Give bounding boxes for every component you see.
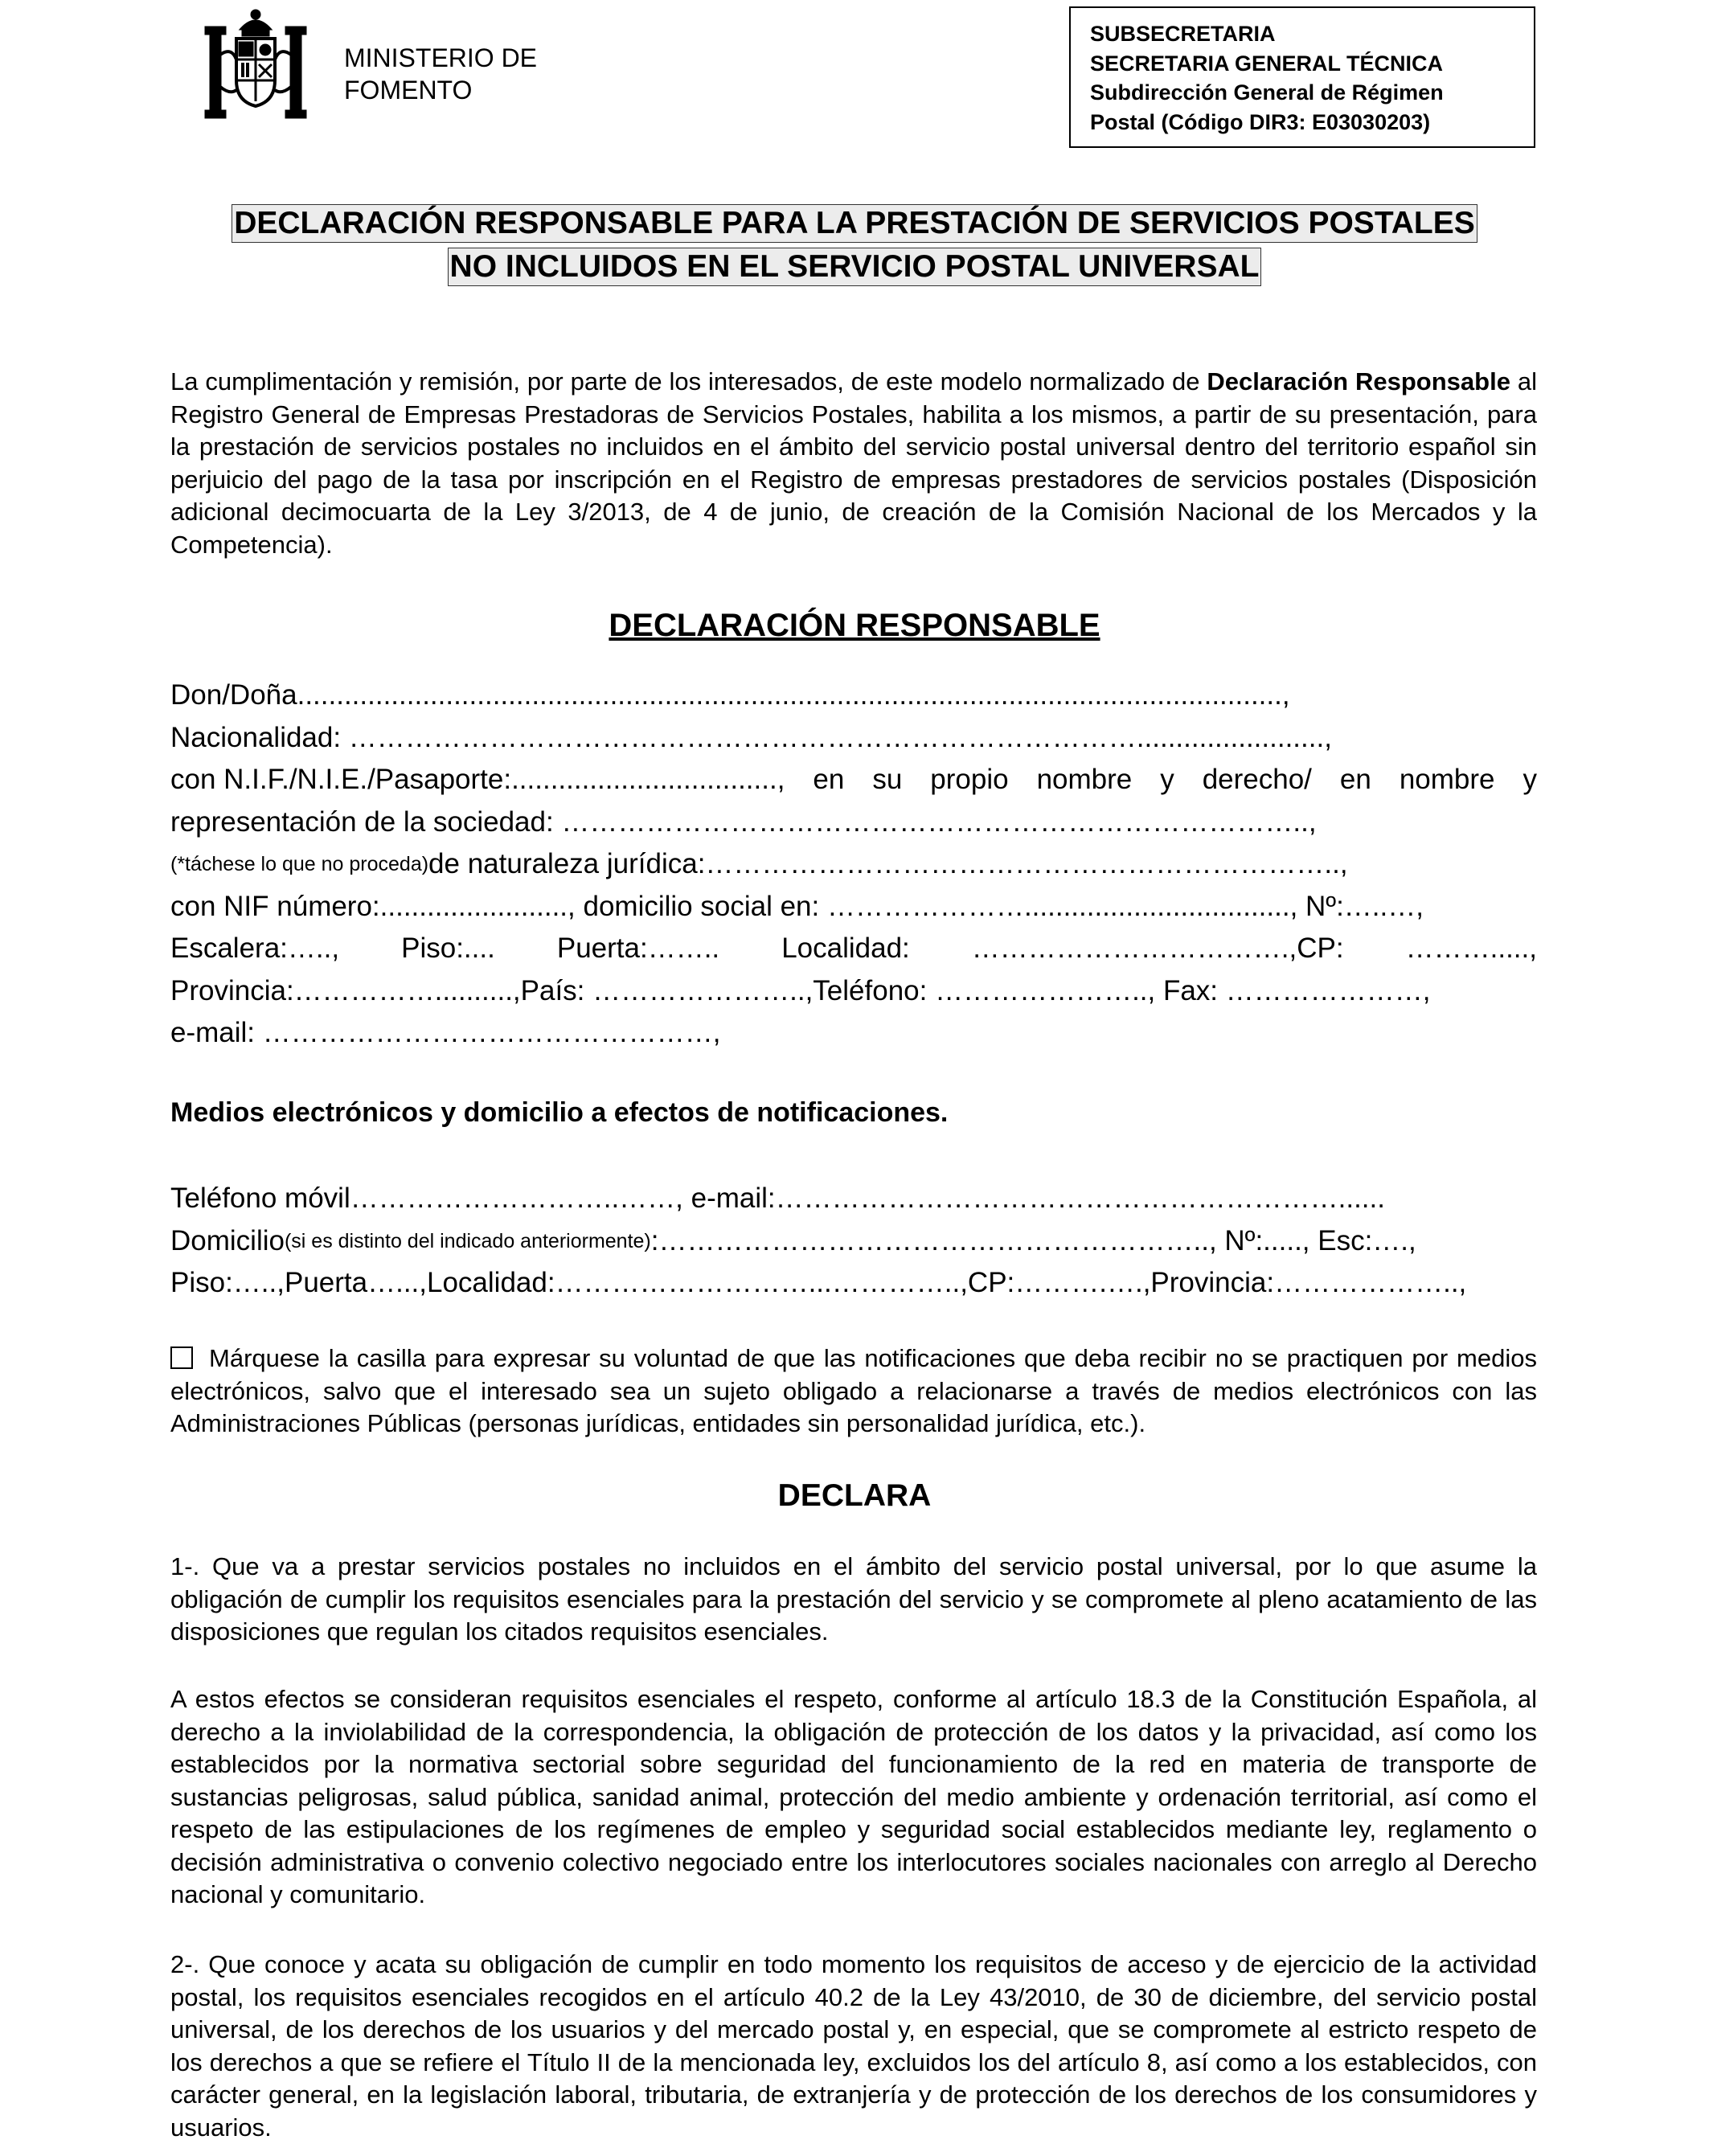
title-line-2: NO INCLUIDOS EN EL SERVICIO POSTAL UNIVERSAL xyxy=(448,248,1262,286)
declara-heading: DECLARA xyxy=(777,1478,932,1513)
department-box xyxy=(1069,6,1535,148)
domicilio-note: (si es distinto del indicado anteriormente) xyxy=(284,1229,651,1252)
field-nacionalidad[interactable] xyxy=(170,717,1537,760)
field-nif[interactable] xyxy=(170,759,1537,801)
field-nacionalidad-text: Nacionalidad: …………………………………………………………………………........................, xyxy=(170,721,1332,753)
intro-paragraph xyxy=(170,366,1537,561)
notification-form xyxy=(170,1178,1537,1305)
localidad-label: Localidad: xyxy=(781,932,910,964)
nif-word: en xyxy=(813,764,845,795)
escalera-label: Escalera:….., xyxy=(170,932,340,964)
document-title xyxy=(0,203,1709,289)
coat-of-arms-icon xyxy=(199,6,312,127)
department-line-2: SECRETARIA GENERAL TÉCNICA xyxy=(1090,51,1444,76)
nif-word: y xyxy=(1160,764,1174,795)
title-line-1: DECLARACIÓN RESPONSABLE PARA LA PRESTACIÓN DE SERVICIOS POSTALES xyxy=(232,204,1477,243)
department-line-4: Postal (Código DIR3: E03030203) xyxy=(1090,109,1431,134)
declaration-paragraph-1 xyxy=(170,1551,1537,1649)
field-don-text: Don/Doña.............................................................................................................................., xyxy=(170,679,1290,711)
field-piso[interactable] xyxy=(170,1262,1537,1305)
nif-word: en xyxy=(1339,764,1371,795)
field-naturaleza[interactable] xyxy=(170,843,1537,886)
cp-dots: ………....., xyxy=(1405,932,1537,964)
nif-word: propio xyxy=(930,764,1009,795)
field-naturaleza-text: de naturaleza jurídica:………………………………………………………….., xyxy=(428,848,1348,879)
puerta-label: Puerta:…….. xyxy=(556,932,720,964)
domicilio-label: Domicilio xyxy=(170,1224,285,1256)
intro-section xyxy=(170,366,1537,561)
piso-label: Piso:.... xyxy=(401,932,495,964)
field-piso-text: Piso:…..,Puerta…...,Localidad:………………………...…………..,CP:……….….,Provincia:……………….., xyxy=(170,1267,1467,1298)
checkbox-section xyxy=(170,1342,1537,1441)
declaration-paragraph-3 xyxy=(170,1949,1537,2144)
domicilio-rest: :………………………………………………….., Nº:....., Esc:…., xyxy=(650,1224,1416,1256)
checkbox-text: Márquese la casilla para expresar su voluntad de que las notificaciones que deba recibir no se practiquen por medios electrónicos, salvo que el interesado sea un sujeto obligado a relacionarse a través de medios electrónicos con las Administraciones Públicas (personas jurídicas, entidades sin personalidad jurídica, etc.). xyxy=(170,1344,1537,1437)
field-provincia-text: Provincia:……………..........,País: …………………..,Teléfono: ………………….., Fax: …………………, xyxy=(170,974,1431,1006)
field-provincia[interactable] xyxy=(170,970,1537,1013)
checkbox-paragraph xyxy=(170,1342,1537,1441)
paragraph-3: 2-. Que conoce y acata su obligación de cumplir en todo momento los requisitos de acceso y de ejercicio de la actividad postal, los requisitos esenciales recogidos en el artículo 40.2 de la Ley 43/2010, de 30 de diciembre, del servicio postal universal, de los derechos de los usuarios y del mercado postal y, en especial, que se compromete al estricto respeto de los derechos a que se refiere el Título II de la mencionada ley, excluidos los del artículo 8, así como a los establecidos, con carácter general, en la legislación laboral, tributaria, de extranjería y de protección de los derechos de los consumidores y usuarios. xyxy=(170,1950,1537,2142)
field-don[interactable] xyxy=(170,674,1537,717)
nif-word: su xyxy=(872,764,903,795)
nif-word: y xyxy=(1523,764,1537,795)
field-movil[interactable] xyxy=(170,1178,1537,1220)
department-line-3: Subdirección General de Régimen xyxy=(1090,80,1444,105)
field-representacion-text: representación de la sociedad: …………………………………………………………………….., xyxy=(170,805,1317,838)
field-escalera[interactable] xyxy=(170,928,1537,970)
tachese-note: (*táchese lo que no proceda) xyxy=(170,853,429,875)
nif-word: nombre xyxy=(1036,764,1133,795)
field-nif-numero[interactable] xyxy=(170,886,1537,928)
ministry-line-2: FOMENTO xyxy=(344,76,473,105)
field-email[interactable] xyxy=(170,1012,1537,1055)
section-title-text: DECLARACIÓN RESPONSABLE xyxy=(609,608,1100,643)
ministry-line-1: MINISTERIO DE xyxy=(344,43,538,72)
paragraph-1: 1-. Que va a prestar servicios postales no incluidos en el ámbito del servicio postal universal, por lo que asume la obligación de cumplir los requisitos esenciales para la prestación del servicio y se compromete al pleno acatamiento de las disposiciones que regulan los citados requisitos esenciales. xyxy=(170,1552,1537,1646)
paragraph-2: A estos efectos se consideran requisitos esenciales el respeto, conforme al artículo 18.3 de la Constitución Española, al derecho a la inviolabilidad de la correspondencia, la obligación de protección de los datos y la privacidad, así como los establecidos por la normativa sectorial sobre seguridad del funcionamiento de la red en materia de transporte de sustancias peligrosas, salud pública, sanidad animal, protección del medio ambiente y ordenación territorial, así como el respeto de las estipulaciones de los regímenes de empleo y seguridad social establecidos mediante ley, reglamento o decisión administrativa o convenio colectivo negociado entre los interlocutores sociales nacionales con arreglo al Derecho nacional y comunitario. xyxy=(170,1685,1537,1908)
field-domicilio[interactable] xyxy=(170,1220,1537,1263)
department-line-1: SUBSECRETARIA xyxy=(1090,22,1276,46)
nif-word: nombre xyxy=(1399,764,1495,795)
field-email-text: e-mail: …………………………………………, xyxy=(170,1017,721,1048)
nif-word: con N.I.F./N.I.E./Pasaporte:.................................., xyxy=(170,764,785,795)
field-nif-numero-text: con NIF número:........................, domicilio social en: ………………….................................., Nº:…..…, xyxy=(170,890,1424,922)
no-electronic-notification-checkbox[interactable] xyxy=(170,1346,193,1369)
ministry-name xyxy=(344,42,537,106)
nif-word: derecho/ xyxy=(1202,764,1312,795)
applicant-form xyxy=(170,674,1537,1055)
section-title-declaracion xyxy=(0,605,1709,646)
localidad-dots: …………………………….,CP: xyxy=(971,932,1344,964)
intro-text-pre: La cumplimentación y remisión, por parte de los interesados, de este modelo normalizado de xyxy=(170,367,1207,396)
declaration-paragraph-2 xyxy=(170,1683,1537,1912)
intro-text-post: al Registro General de Empresas Prestadoras de Servicios Postales, habilita a los mismos, a partir de su presentación, para la prestación de servicios postales no incluidos en el ámbito del servicio postal universal dentro del territorio español sin perjuicio del pago de la tasa por inscripción en el Registro de empresas prestadores de servicios postales (Disposición adicional decimocuarta de la Ley 3/2013, de 4 de junio, de creación de la Comisión Nacional de los Mercados y la Competencia). xyxy=(170,367,1537,559)
field-movil-text: Teléfono móvil………………………..……, e-mail:……………………………………………………...... xyxy=(170,1183,1385,1214)
intro-text-bold: Declaración Responsable xyxy=(1207,367,1510,396)
medios-heading: Medios electrónicos y domicilio a efectos de notificaciones. xyxy=(170,1097,949,1128)
field-representacion[interactable] xyxy=(170,801,1537,844)
